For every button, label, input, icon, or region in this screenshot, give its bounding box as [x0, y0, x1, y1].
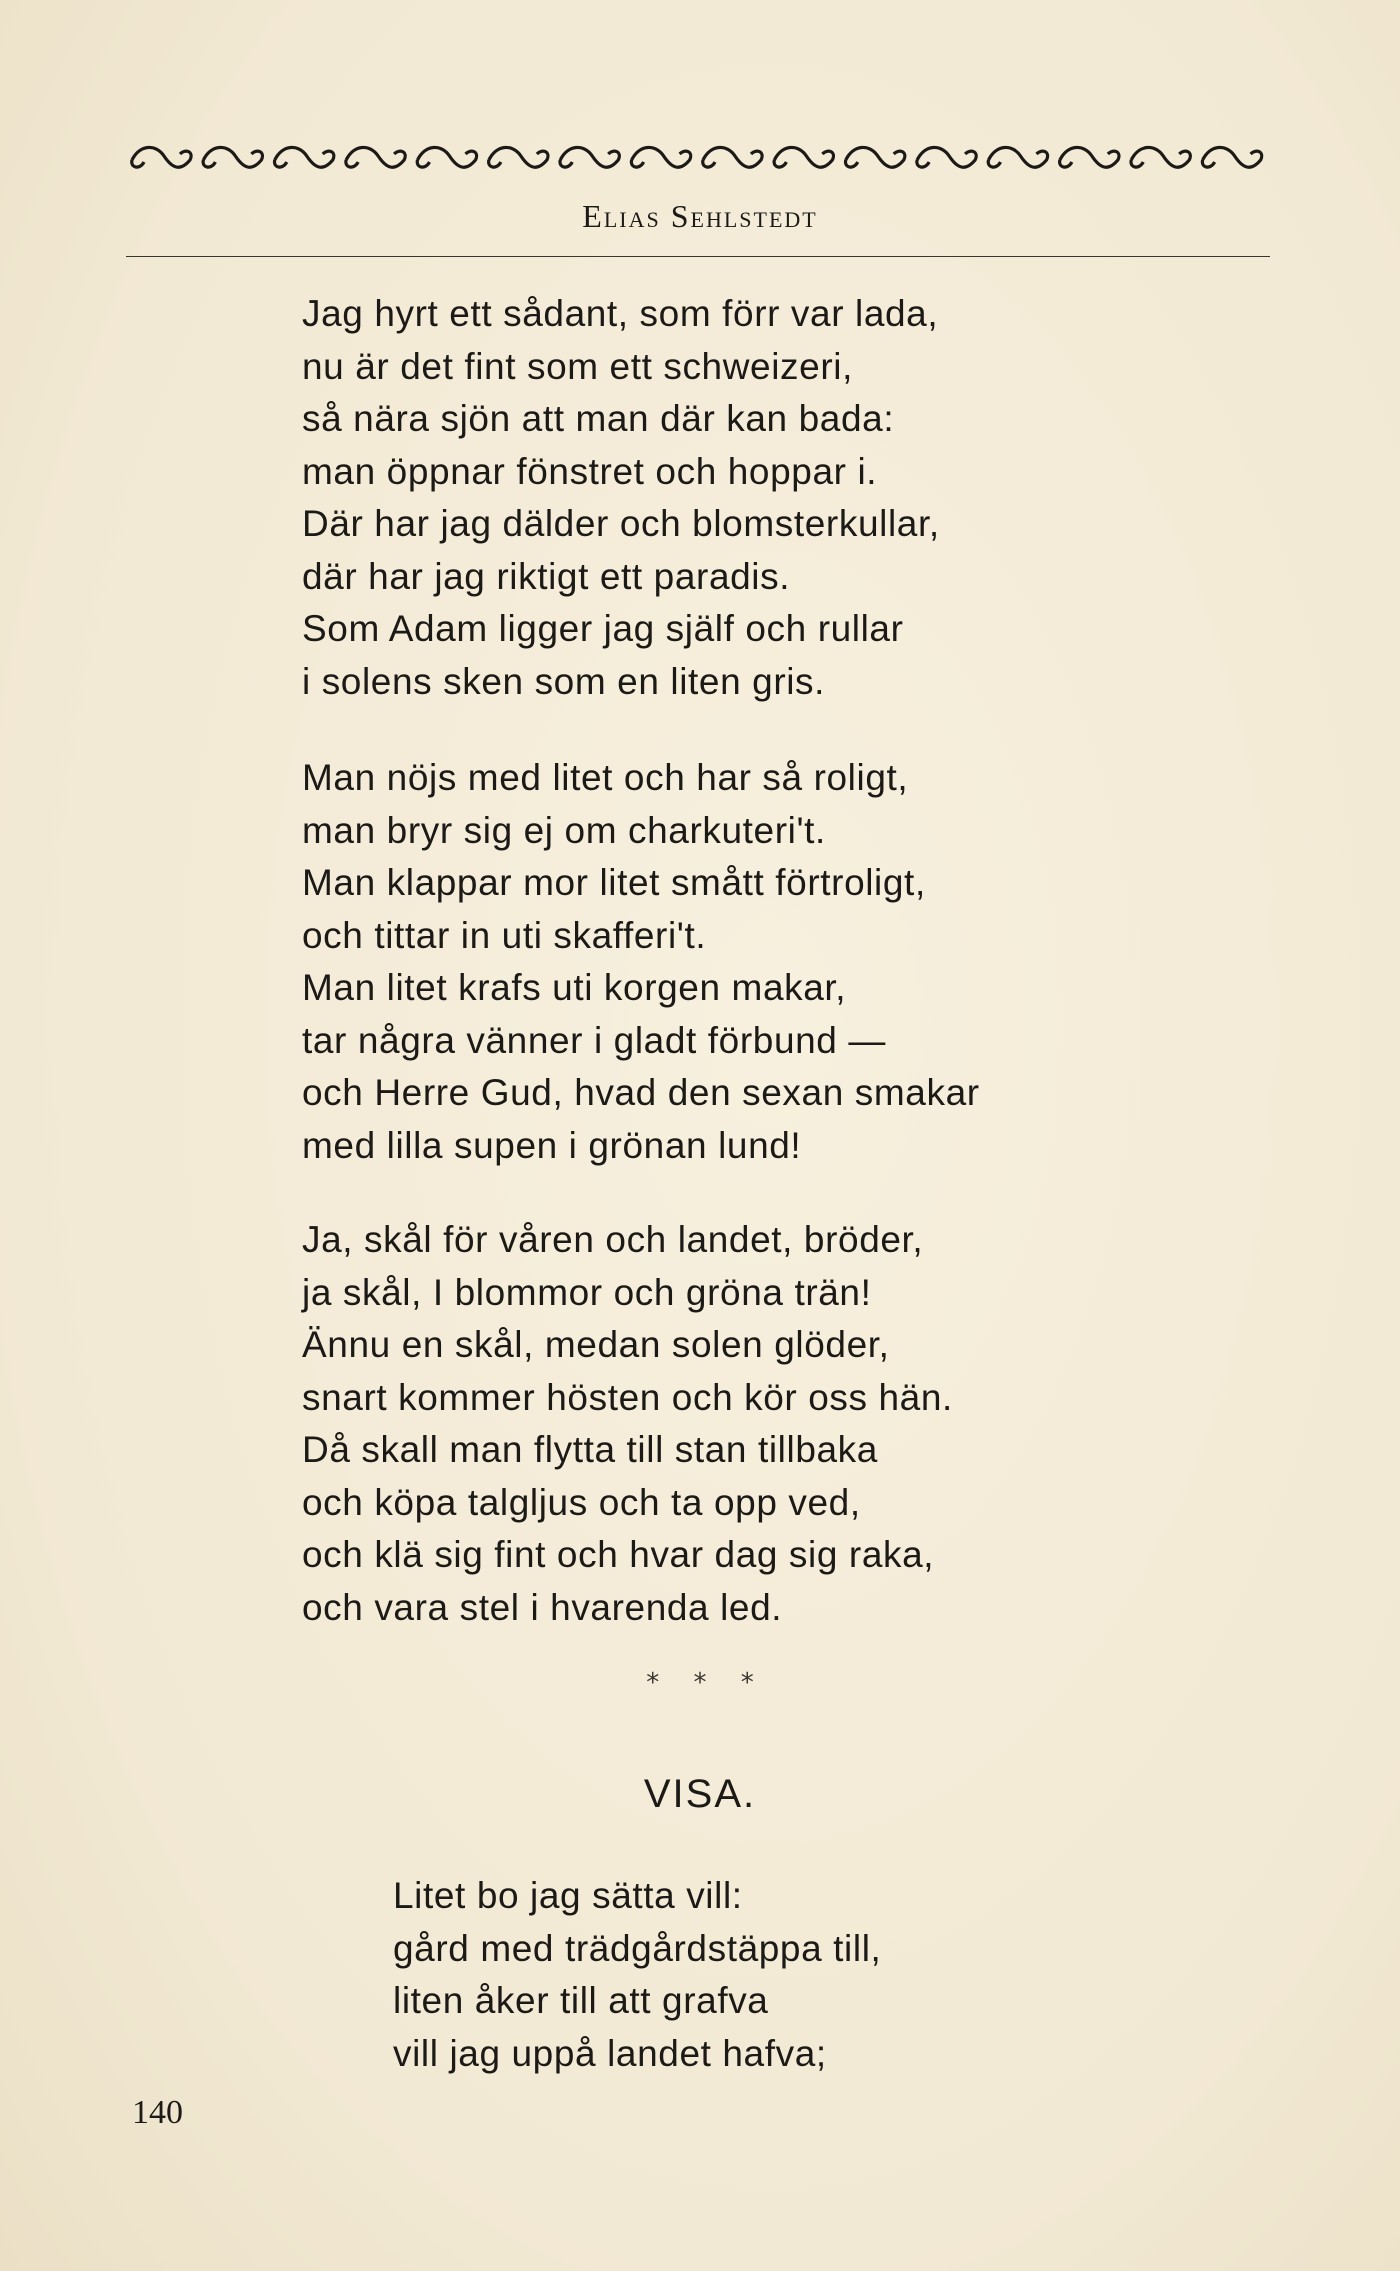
verse-line: Där har jag dälder och blomsterkullar, [302, 503, 940, 544]
verse-line: och köpa talgljus och ta opp ved, [302, 1481, 861, 1523]
verse-line: och vara stel i hvarenda led. [302, 1586, 783, 1628]
section-divider-asterisms: * * * [646, 1668, 754, 1698]
verse-line: med lilla supen i grönan lund! [302, 1124, 802, 1166]
verse-line: nu är det fint som ett schweizeri, [302, 345, 853, 387]
stanza-4 [393, 1870, 881, 2080]
verse-line: Man klappar mor litet smått förtroligt, [302, 862, 926, 903]
verse-line: man öppnar fönstret och hoppar i. [302, 450, 878, 492]
page-number: 140 [132, 2094, 183, 2131]
verse-line: och Herre Gud, hvad den sexan smakar [302, 1072, 980, 1113]
verse-line: ja skål, I blommor och gröna trän! [302, 1271, 872, 1313]
section-title: VISA. [643, 1772, 757, 1816]
running-head: Elias Sehlstedt [582, 198, 818, 234]
verse-line: Ännu en skål, medan solen glöder, [302, 1324, 890, 1365]
stanza-2 [302, 752, 980, 1172]
verse-line: man bryr sig ej om charkuteri't. [302, 809, 826, 851]
verse-line: Ja, skål för våren och landet, bröder, [302, 1219, 924, 1260]
verse-line: i solens sken som en liten gris. [302, 660, 826, 702]
verse-line: Jag hyrt ett sådant, som förr var lada, [302, 293, 939, 334]
verse-line: och klä sig fint och hvar dag sig raka, [302, 1534, 935, 1575]
stanza-1 [302, 288, 940, 708]
verse-line: liten åker till att grafva [393, 1980, 769, 2021]
verse-line: tar några vänner i gladt förbund — [302, 1019, 886, 1061]
verse-line: vill jag uppå landet hafva; [393, 2032, 827, 2074]
verse-line: Då skall man flytta till stan tillbaka [302, 1429, 878, 1470]
verse-line: snart kommer hösten och kör oss hän. [302, 1376, 953, 1418]
verse-line: så nära sjön att man där kan bada: [302, 398, 895, 439]
verse-line: Som Adam ligger jag själf och rullar [302, 608, 904, 649]
header-rule [126, 256, 1270, 257]
verse-line: där har jag riktigt ett paradis. [302, 555, 791, 597]
verse-line: Man nöjs med litet och har så roligt, [302, 757, 909, 798]
verse-line: och tittar in uti skafferi't. [302, 914, 707, 956]
verse-line: Litet bo jag sätta vill: [393, 1875, 743, 1916]
stanza-3 [302, 1214, 953, 1634]
verse-line: Man litet krafs uti korgen makar, [302, 967, 847, 1008]
verse-line: gård med trädgårdstäppa till, [393, 1927, 882, 1969]
wave-scroll-border-icon [128, 138, 1270, 178]
